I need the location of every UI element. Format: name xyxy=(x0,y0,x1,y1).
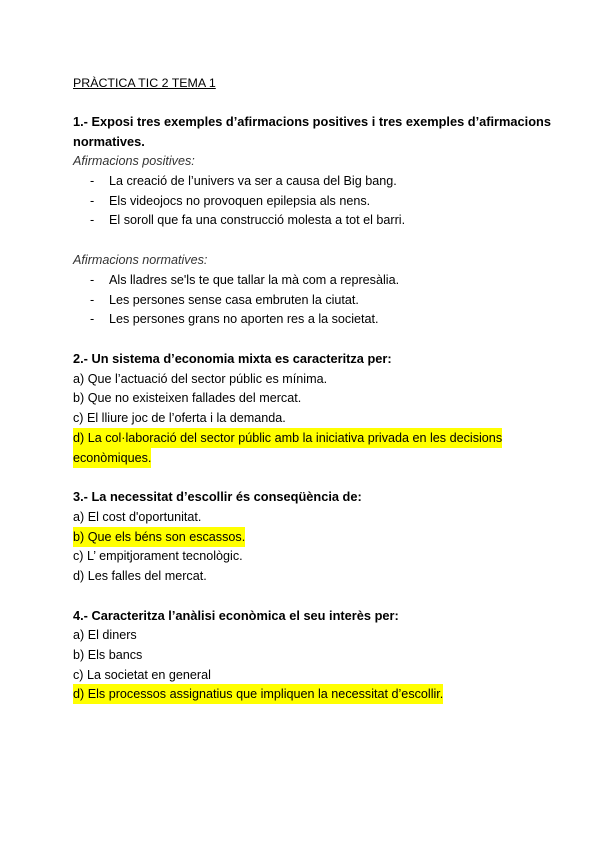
normative-statement-2: Les persones sense casa embruten la ciutat. xyxy=(109,293,359,307)
question-3-option-c: c) L’ empitjorament tecnològic. xyxy=(73,549,243,563)
question-2-option-b: b) Que no existeixen fallades del mercat. xyxy=(73,391,302,405)
question-3: 3.- La necessitat d’escollir és conseqüència de: xyxy=(73,489,362,504)
bullet-dash: - xyxy=(90,194,95,208)
positive-statement-2: Els videojocs no provoquen epilepsia als nens. xyxy=(109,194,371,208)
positive-statement-3: El soroll que fa una construcció molesta a tot el barri. xyxy=(109,213,406,227)
question-1-line-1: 1.- Exposi tres exemples d’afirmacions positives i tres exemples d’afirmacions xyxy=(73,114,551,129)
question-4-option-c: c) La societat en general xyxy=(73,668,211,682)
question-2: 2.- Un sistema d’economia mixta es caracteritza per: xyxy=(73,351,392,366)
positive-statement-1: La creació de l’univers va ser a causa del Big bang. xyxy=(109,174,397,188)
question-4-option-d-answer: d) Els processos assignatius que impliquen la necessitat d’escollir. xyxy=(73,684,443,704)
page-title: PRÀCTICA TIC 2 TEMA 1 xyxy=(73,76,216,90)
question-4-option-b: b) Els bancs xyxy=(73,648,143,662)
normative-statement-3: Les persones grans no aporten res a la societat. xyxy=(109,312,379,326)
question-3-option-b-answer: b) Que els béns son escassos. xyxy=(73,527,245,547)
bullet-dash: - xyxy=(90,174,95,188)
bullet-dash: - xyxy=(90,293,95,307)
question-2-option-d-answer-line-1: d) La col·laboració del sector públic amb la iniciativa privada en les decisions xyxy=(73,428,502,448)
question-3-option-d: d) Les falles del mercat. xyxy=(73,569,207,583)
question-2-option-d-answer-line-2: econòmiques. xyxy=(73,448,151,468)
question-2-option-a: a) Que l’actuació del sector públic es mínima. xyxy=(73,372,328,386)
bullet-dash: - xyxy=(90,213,95,227)
question-4-option-a: a) El diners xyxy=(73,628,137,642)
normative-statements-label: Afirmacions normatives: xyxy=(73,253,208,267)
question-3-option-a: a) El cost d'oportunitat. xyxy=(73,510,202,524)
question-4: 4.- Caracteritza l’anàlisi econòmica el seu interès per: xyxy=(73,608,399,623)
bullet-dash: - xyxy=(90,312,95,326)
positive-statements-label: Afirmacions positives: xyxy=(73,154,195,168)
question-2-option-c: c) El lliure joc de l’oferta i la demanda. xyxy=(73,411,286,425)
question-1-line-2: normatives. xyxy=(73,134,145,149)
normative-statement-1: Als lladres se'ls te que tallar la mà com a represàlia. xyxy=(109,273,400,287)
bullet-dash: - xyxy=(90,273,95,287)
